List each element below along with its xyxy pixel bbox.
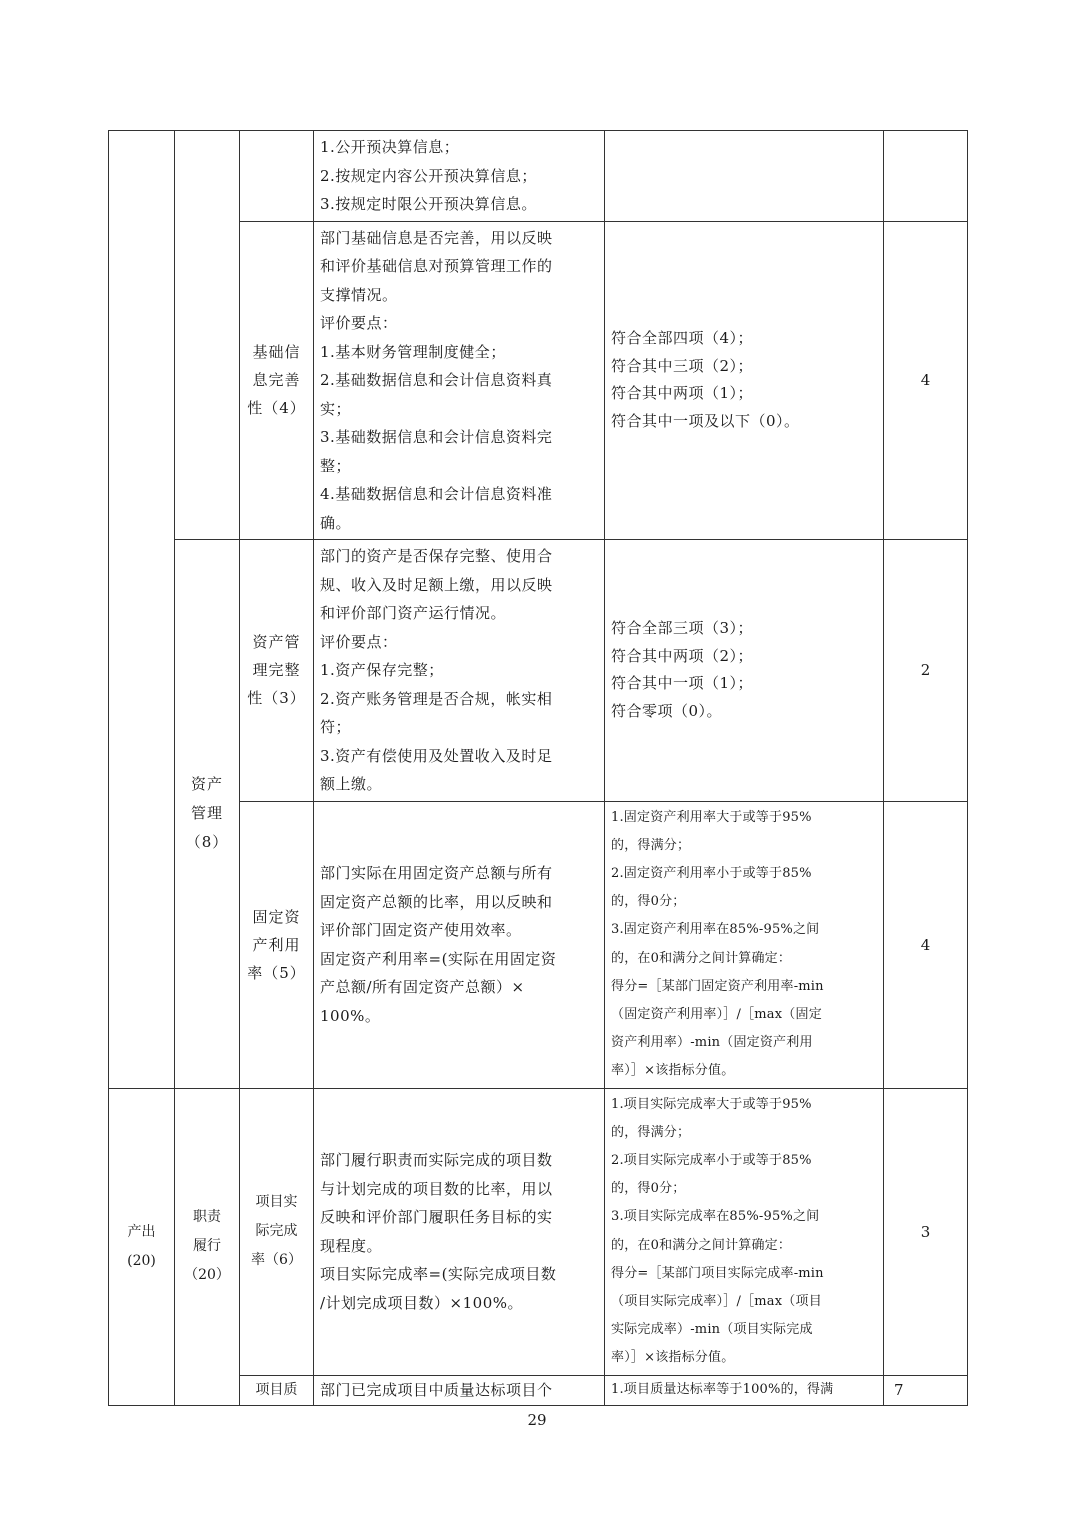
text-line: 率（6） [251, 1252, 302, 1269]
indicator-description [314, 1375, 605, 1405]
text-line: 与计划完成的项目数的比率，用以 [320, 1179, 553, 1198]
text-line: 评价要点： [320, 632, 398, 651]
text-line: 1.固定资产利用率大于或等于95% [611, 809, 812, 825]
scoring-criteria [605, 131, 884, 222]
text-line: 1.项目质量达标率等于100%的，得满 [611, 1382, 834, 1398]
text-line: 1.公开预决算信息； [320, 138, 460, 156]
text-line: （项目实际完成率）］/［max（项目 [611, 1293, 822, 1309]
text-line: 产利用 [252, 935, 301, 954]
text-line: 和评价部门资产运行情况。 [320, 604, 507, 622]
text-line: 2.基础数据信息和会计信息资料真 [320, 371, 553, 389]
indicator-name [240, 1088, 314, 1375]
indicator-name [240, 540, 314, 802]
text-line: 1.资产保存完整； [320, 661, 444, 679]
level1-indicator-name [109, 1088, 175, 1405]
text-line: 固定资产利用率=(实际在用固定资 [320, 949, 557, 968]
text-line: 基础信 [252, 343, 301, 362]
text-line: （20） [184, 1267, 230, 1284]
evaluation-table [108, 130, 968, 1406]
text-line: 的，得满分； [611, 837, 691, 853]
text-line: 际完成 [255, 1223, 298, 1240]
text-line: 部门基础信息是否完善，用以反映 [320, 228, 553, 247]
text-line: 得分=［某部门项目实际完成率-min [611, 1265, 824, 1281]
text-line: 理完整 [252, 661, 301, 680]
text-line: /计划完成项目数）×100%。 [320, 1293, 524, 1312]
text-line: （固定资产利用率）］/［max（固定 [611, 1006, 822, 1022]
text-line: 1.基本财务管理制度健全； [320, 342, 506, 361]
text-line: 符； [320, 718, 352, 736]
text-line: 2.资产账务管理是否合规，帐实相 [320, 689, 553, 708]
score-value: 3 [884, 1088, 968, 1375]
text-line: 项目质 [255, 1381, 298, 1398]
text-line: 4.基础数据信息和会计信息资料准 [320, 485, 553, 503]
text-line: 2.项目实际完成率小于或等于85% [611, 1152, 812, 1168]
text-line: 的，得0分； [611, 1181, 686, 1197]
text-line: 和评价基础信息对预算管理工作的 [320, 257, 553, 275]
text-line: 符合零项（0）。 [611, 701, 723, 720]
indicator-description [314, 131, 605, 222]
text-line: 资产利用率）-min（固定资产利用 [611, 1035, 813, 1051]
text-line: 符合其中一项及以下（0）。 [611, 411, 800, 430]
text-line: 部门实际在用固定资产总额与所有 [320, 864, 553, 883]
text-line: 履行 [193, 1238, 221, 1255]
text-line: 3.固定资产利用率在85%-95%之间 [611, 922, 820, 938]
text-line: 符合全部四项（4）； [611, 329, 754, 348]
text-line: (20) [127, 1252, 156, 1269]
text-line: 项目实 [255, 1194, 298, 1211]
text-line: 实； [320, 399, 352, 418]
text-line: 3.项目实际完成率在85%-95%之间 [611, 1209, 820, 1225]
text-line: 评价部门固定资产使用效率。 [320, 921, 522, 940]
text-line: 1.项目实际完成率大于或等于95% [611, 1096, 812, 1112]
text-line: 资产 [190, 775, 223, 794]
text-line: 率（5） [247, 963, 306, 982]
text-line: 3.资产有偿使用及处置收入及时足 [320, 746, 553, 765]
text-line: 的，得满分； [611, 1124, 691, 1140]
text-line: 管理 [190, 804, 223, 823]
text-line: 2.固定资产利用率小于或等于85% [611, 865, 812, 881]
text-line: 2.按规定内容公开预决算信息； [320, 166, 537, 185]
text-line: 部门的资产是否保存完整、使用合 [320, 547, 553, 565]
text-line: 评价要点： [320, 314, 398, 332]
indicator-name [240, 221, 314, 540]
text-line: 息完善 [252, 371, 301, 390]
text-line: 额上缴。 [320, 775, 383, 793]
text-line: 反映和评价部门履职任务目标的实 [320, 1208, 553, 1227]
text-line: 符合其中两项（1）； [611, 384, 754, 403]
text-line: 率）］×该指标分值。 [611, 1350, 735, 1366]
text-line: 部门已完成项目中质量达标项目个 [320, 1381, 553, 1400]
score-value: 2 [884, 540, 968, 802]
scoring-criteria [605, 1375, 884, 1405]
text-line: 符合其中两项（2）； [611, 646, 754, 665]
text-line: 现程度。 [320, 1236, 383, 1255]
score-value: 7 [884, 1375, 968, 1405]
text-line: 产出 [127, 1223, 156, 1240]
score-value [884, 131, 968, 222]
score-value: 4 [884, 801, 968, 1088]
text-line: 规、收入及时足额上缴，用以反映 [320, 575, 553, 594]
indicator-description [314, 1088, 605, 1375]
text-line: （8） [185, 833, 229, 852]
level2-indicator-name [175, 540, 240, 1089]
text-line: 3.基础数据信息和会计信息资料完 [320, 428, 553, 446]
level1-cell-empty [109, 131, 175, 1089]
text-line: 的，在0和满分之间计算确定： [611, 1237, 792, 1253]
text-line: 的，得0分； [611, 894, 686, 910]
text-line: 项目实际完成率=(实际完成项目数 [320, 1265, 557, 1284]
scoring-criteria [605, 1088, 884, 1375]
text-line: 符合其中一项（1）； [611, 674, 754, 693]
table-row [109, 131, 968, 222]
level2-cell-empty [175, 131, 240, 540]
text-line: 支撑情况。 [320, 285, 398, 304]
text-line: 率）］×该指标分值。 [611, 1063, 735, 1079]
text-line: 性（4） [247, 399, 306, 418]
text-line: 整； [320, 456, 352, 475]
text-line: 资产管 [252, 633, 301, 652]
text-line: 得分=［某部门固定资产利用率-min [611, 978, 824, 994]
text-line: 固定资产总额的比率，用以反映和 [320, 892, 553, 911]
table-row [109, 540, 968, 802]
text-line: 3.按规定时限公开预决算信息。 [320, 195, 537, 213]
scoring-criteria [605, 221, 884, 540]
scoring-criteria [605, 801, 884, 1088]
text-line: 部门履行职责而实际完成的项目数 [320, 1151, 553, 1170]
page-number: 29 [527, 1411, 547, 1429]
indicator-description [314, 540, 605, 802]
text-line: 的，在0和满分之间计算确定： [611, 950, 792, 966]
level2-indicator-name [175, 1088, 240, 1405]
indicator-name [240, 1375, 314, 1405]
text-line: 确。 [320, 513, 352, 532]
text-line: 产总额/所有固定资产总额）× [320, 978, 525, 997]
indicator-name [240, 801, 314, 1088]
text-line: 固定资 [252, 907, 301, 926]
text-line: 性（3） [247, 689, 306, 708]
indicator-description [314, 801, 605, 1088]
level3-cell-empty [240, 131, 314, 222]
text-line: 职责 [193, 1209, 221, 1226]
text-line: 符合其中三项（2）； [611, 356, 754, 375]
score-value: 4 [884, 221, 968, 540]
text-line: 实际完成率）-min（项目实际完成 [611, 1322, 813, 1338]
text-line: 100%。 [320, 1006, 381, 1025]
indicator-description [314, 221, 605, 540]
scoring-criteria [605, 540, 884, 802]
table-row [109, 1088, 968, 1375]
text-line: 符合全部三项（3）； [611, 619, 754, 638]
